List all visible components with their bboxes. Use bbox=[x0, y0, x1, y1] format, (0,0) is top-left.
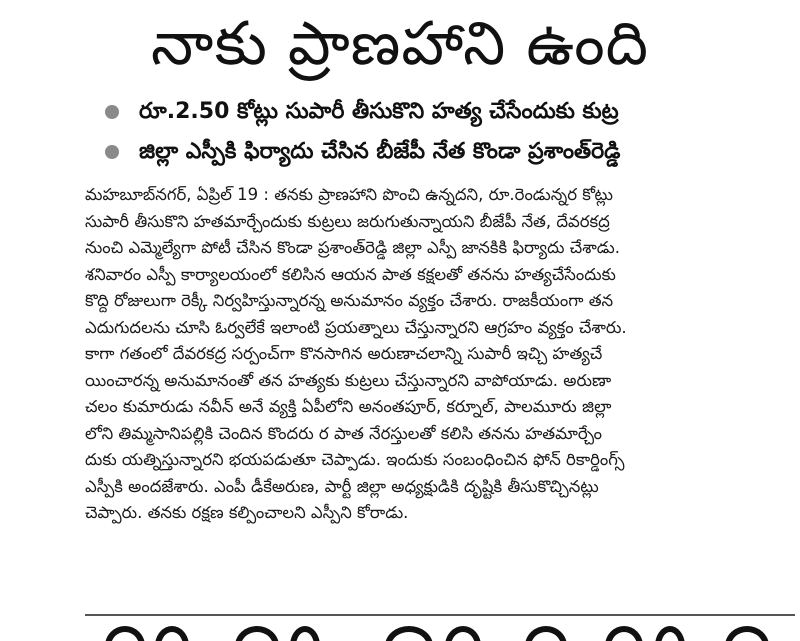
article-line: మహబూబ్‌నగర్, ఏప్రిల్ 19 : తనకు ప్రాణహాని పొంచి ఉన్నదని, రూ.రెండున్నర కోట్లు bbox=[85, 185, 613, 204]
subheading-text: జిల్లా ఎస్పీకి ఫిర్యాదు చేసిన బీజేపీ నేత కొండా ప్రశాంత్‌రెడ్డి bbox=[139, 139, 621, 164]
article-line: సుపారీ తీసుకొని హతమార్చేందుకు కుట్రలు జరుగుతున్నాయని బీజేపీ నేత, దేవరకద్ర bbox=[85, 211, 610, 231]
bullet-icon bbox=[105, 105, 119, 119]
subheadings bbox=[105, 92, 795, 172]
subheading-item bbox=[105, 92, 795, 132]
section-divider bbox=[85, 614, 795, 616]
article-line: ఎస్పీకి అందజేశారు. ఎంపీ డీకేఅరుణ, పార్టీ జిల్లా అధ్యక్షుడికి దృష్టికి తీసుకొచ్చినట్లు bbox=[85, 476, 599, 496]
next-article-headline-cropped bbox=[85, 622, 795, 641]
cropped-headline-glyphs bbox=[85, 626, 795, 641]
subheading-text: రూ.2.50 కోట్లు సుపారీ తీసుకొని హత్య చేసేందుకు కుట్ర bbox=[139, 99, 619, 124]
subheading-item bbox=[105, 132, 795, 172]
article-line: లోని తిమ్మసానిపల్లికి చెందిన కొందరు ర పాత నేరస్తులతో కలిసి తనను హతమార్చేం bbox=[85, 423, 602, 443]
article-line: చలం కుమారుడు నవీన్ అనే వ్యక్తి ఏపీలోని అనంతపూర్, కర్నూల్, పాలమూరు జిల్లా bbox=[85, 397, 612, 416]
article-line: దుకు యత్నిస్తున్నారని భయపడుతూ చెప్పాడు. ఇందుకు సంబంధించిన ఫోన్ రికార్డింగ్స్ bbox=[85, 450, 625, 469]
article-line: శనివారం ఎస్పీ కార్యాలయంలో కలిసిన ఆయన పాత కక్షలతో తనను హత్యచేసేందుకు bbox=[85, 264, 616, 284]
article-line: ఎదుగుదలను చూసి ఓర్వలేకే ఇలాంటి ప్రయత్నాలు చేస్తున్నారని ఆగ్రహం వ్యక్తం చేశారు. bbox=[85, 317, 627, 337]
article-line: కాగా గతంలో దేవరకద్ర సర్పంచ్‌గా కొనసాగిన అరుణాచలాన్ని సుపారీ ఇచ్చి హత్యచే bbox=[85, 344, 603, 363]
article-line: యించారన్న అనుమానంతో తన హత్యకు కుట్రలు చేస్తున్నారని వాపోయాడు. అరుణా bbox=[85, 370, 612, 390]
article-line: చెప్పారు. తనకు రక్షణ కల్పించాలని ఎస్పీని కోరాడు. bbox=[85, 503, 409, 522]
article-line: కొద్ది రోజులుగా రెక్కీ నిర్వహిస్తున్నారన్న అనుమానం వ్యక్తం చేశారు. రాజకీయంగా తన bbox=[85, 291, 614, 310]
headline: నాకు ప్రాణహాని ఉంది bbox=[151, 9, 649, 79]
bullet-icon bbox=[105, 145, 119, 159]
article-line: నుంచి ఎమ్మెల్యేగా పోటీ చేసిన కొండా ప్రశాంత్‌రెడ్డి జిల్లా ఎస్పీ జానకికి ఫిర్యాదు చేశాడు. bbox=[85, 238, 620, 257]
article-body bbox=[85, 182, 793, 527]
